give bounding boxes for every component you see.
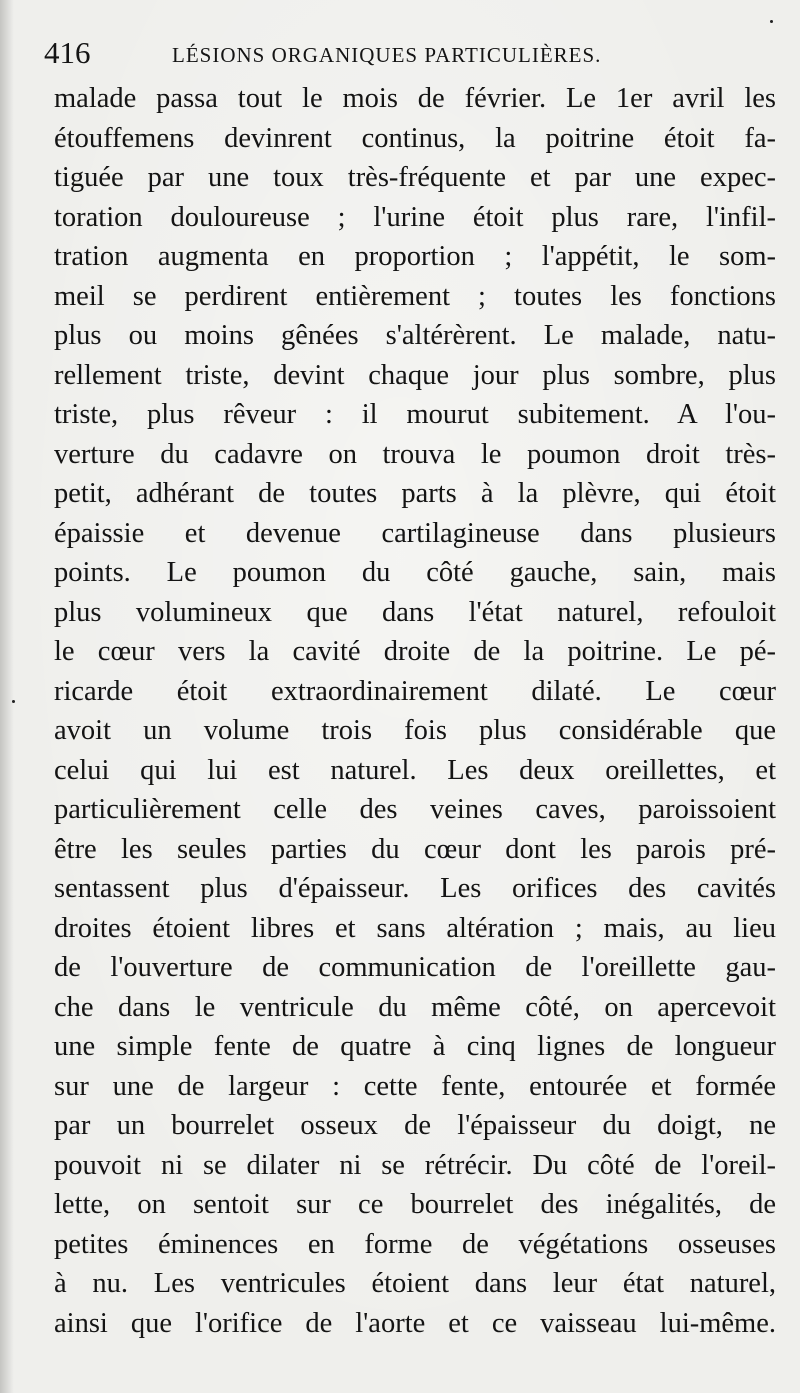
text-line: celui qui lui est naturel. Les deux oreillettes, et [54, 754, 776, 786]
page-gutter-shadow [0, 0, 14, 1393]
text-line: verture du cadavre on trouva le poumon droit très- [54, 438, 776, 470]
text-line: droites étoient libres et sans altération ; mais, au lieu [54, 912, 776, 944]
text-line: de l'ouverture de communication de l'oreillette gau- [54, 952, 776, 983]
text-line: plus ou moins gênées s'altérèrent. Le malade, natu- [54, 320, 776, 351]
text-line: épaissie et devenue cartilagineuse dans plusieurs [54, 517, 776, 549]
text-line: rellement triste, devint chaque jour plus sombre, plus [54, 359, 776, 391]
text-line: meil se perdirent entièrement ; toutes les fonctions [54, 280, 776, 312]
text-line: être les seules parties du cœur dont les parois pré- [54, 833, 776, 865]
text-line: points. Le poumon du côté gauche, sain, mais [54, 557, 776, 588]
text-line: malade passa tout le mois de février. Le 1er avril les [54, 83, 776, 114]
text-line: sur une de largeur : cette fente, entourée et formée [54, 1070, 776, 1102]
text-line: lette, on sentoit sur ce bourrelet des inégalités, de [54, 1189, 776, 1220]
text-line: petit, adhérant de toutes parts à la plèvre, qui étoit [54, 478, 776, 509]
text-line: toration douloureuse ; l'urine étoit plus rare, l'infil- [54, 201, 776, 233]
text-line: étouffemens devinrent continus, la poitrine étoit fa- [54, 122, 776, 154]
text-line: che dans le ventricule du même côté, on apercevoit [54, 991, 776, 1023]
text-line: plus volumineux que dans l'état naturel, refouloit [54, 596, 776, 628]
text-line: le cœur vers la cavité droite de la poitrine. Le pé- [54, 636, 776, 667]
text-line: à nu. Les ventricules étoient dans leur état naturel, [54, 1268, 776, 1299]
ink-speck [12, 700, 15, 703]
text-line: ricarde étoit extraordinairement dilaté. Le cœur [54, 675, 776, 707]
running-head: LÉSIONS ORGANIQUES PARTICULIÈRES. [172, 43, 602, 67]
text-line: ainsi que l'orifice de l'aorte et ce vaisseau lui-même. [54, 1307, 776, 1339]
text-line: pouvoit ni se dilater ni se rétrécir. Du côté de l'oreil- [54, 1149, 776, 1181]
ink-speck [770, 20, 773, 23]
text-line: tration augmenta en proportion ; l'appétit, le som- [54, 241, 776, 272]
text-line: triste, plus rêveur : il mourut subitement. A l'ou- [54, 399, 776, 430]
text-line: particulièrement celle des veines caves, paroissoient [54, 794, 776, 825]
page-number: 416 [44, 35, 91, 70]
text-line: par un bourrelet osseux de l'épaisseur du doigt, ne [54, 1110, 776, 1141]
text-line: avoit un volume trois fois plus considérable que [54, 715, 776, 746]
text-line: tiguée par une toux très-fréquente et par une expec- [54, 162, 776, 193]
page-header [44, 32, 770, 72]
body-text [54, 79, 776, 1343]
text-line: petites éminences en forme de végétations osseuses [54, 1228, 776, 1260]
text-line: une simple fente de quatre à cinq lignes de longueur [54, 1031, 776, 1062]
text-line: sentassent plus d'épaisseur. Les orifices des cavités [54, 873, 776, 904]
